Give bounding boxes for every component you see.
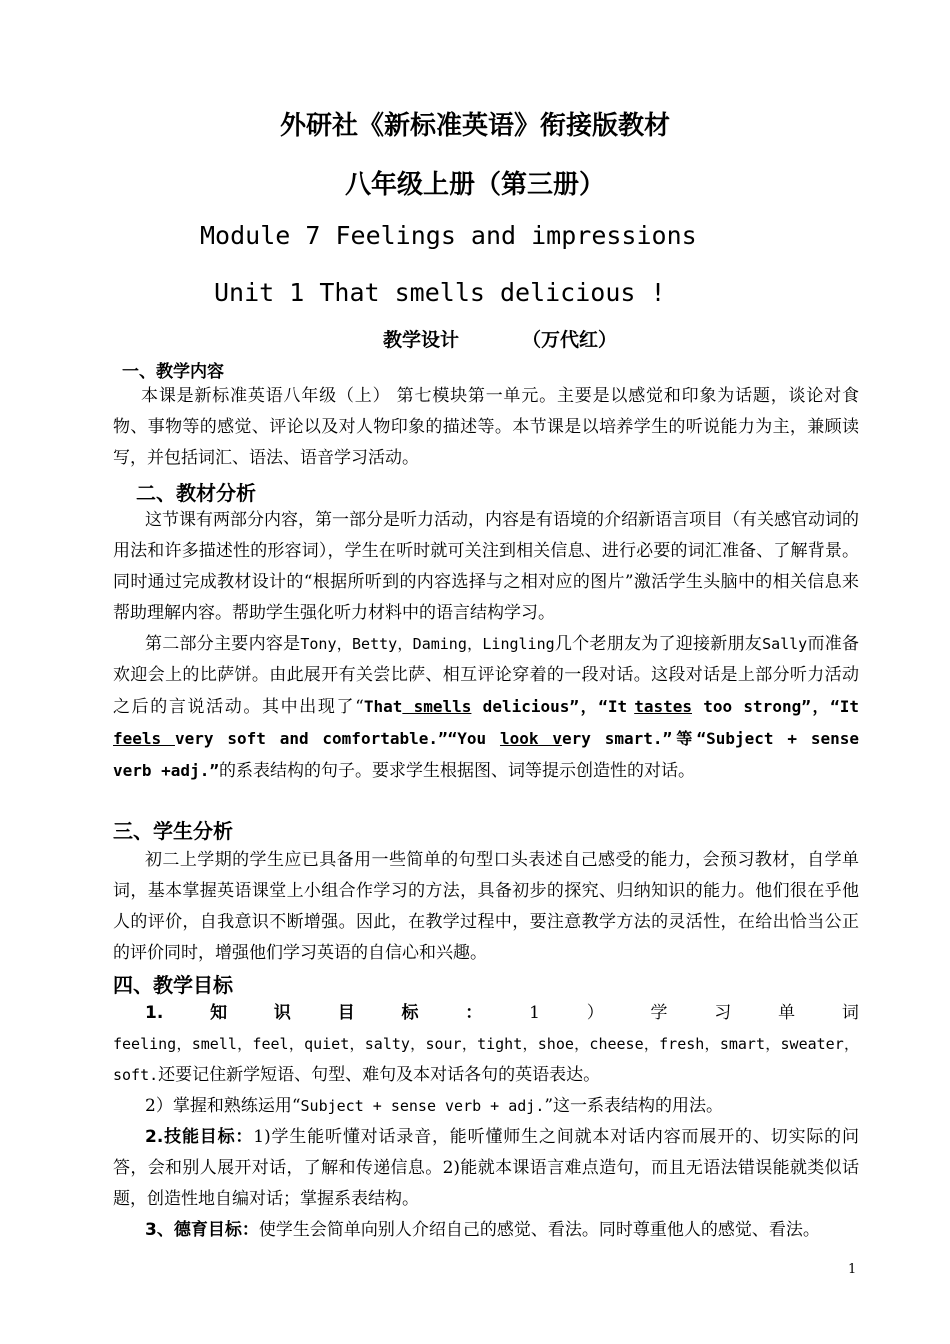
goal1-2-a: 2）掌握和熟练运用“ [145, 1096, 301, 1116]
quote1-underlined: smells [402, 697, 472, 716]
goal1-token: 1 [529, 1003, 540, 1023]
goal1-2-structure: Subject + sense verb + adj. [300, 1097, 545, 1115]
p2-text-d: 的系表结构的句子。要求学生根据图、词等提示创造性的对话。 [218, 761, 695, 781]
quote4-underlined: look v [499, 729, 562, 748]
p2-names: Tony，Betty，Daming，Lingling [300, 635, 555, 653]
goal3-text: 使学生会简单向别人介绍自己的感觉、看法。同时尊重他人的感觉、看法。 [258, 1220, 820, 1240]
section2-paragraph2 [113, 629, 859, 787]
p2-text-c: 而准备欢迎会上的比萨饼。由此展开有关尝比萨、相互评论穿着的一段对话。这段对话是上部分听力活动之后的言说活动。其中出现了“ [113, 634, 860, 717]
doc-title: 外研社《新标准英语》衔接版教材 [279, 111, 670, 141]
quote1-b: delicious”，“It [471, 697, 628, 716]
unit-title: Unit 1 That smells delicious ! [214, 278, 666, 307]
goal3-label: 3、德育目标： [145, 1220, 259, 1240]
author-label: （万代红） [522, 329, 618, 351]
goal1-token: 识 [273, 1003, 291, 1023]
module-title: Module 7 Feelings and impressions [200, 221, 697, 250]
doc-subtitle: 八年级上册（第三册） [344, 170, 605, 200]
goal1-token: 习 [714, 1003, 732, 1023]
section3-paragraph: 初二上学期的学生应已具备用一些简单的句型口头表述自己感受的能力，会预习教材，自学单词，基本掌握英语课堂上小组合作学习的方法，具备初步的探究、归纳知识的能力。他们很在乎他人的评价，自我意识不断增强。因此，在教学过程中，要注意教学方法的灵活性，在给出恰当公正的评价同时，增强他们学习英语的自信心和兴趣。 [113, 850, 859, 963]
quote3-underlined: feels [113, 729, 175, 748]
section2-heading: 二、教材分析 [136, 481, 256, 505]
design-label: 教学设计 [383, 329, 460, 351]
goal1-token: 1. [145, 1003, 164, 1023]
goal1-vocab: feeling，smell，feel，quiet，salty，sour，tight，shoe，cheese，fresh，smart，sweater，soft. [113, 1035, 859, 1084]
goal1-first-line [113, 998, 859, 1029]
quote4-b: ery smart.”等“Subject + sense verb +adj.” [113, 729, 859, 780]
goal1-token: ） [586, 1003, 604, 1023]
p2-text-b: 几个老朋友为了迎接新朋友 [554, 634, 763, 654]
quote3-b: very soft and comfortable.”“You [174, 729, 500, 748]
goal1-point2 [113, 1091, 859, 1122]
p2-sally: Sally [762, 635, 808, 653]
goal2-text: 1)学生能听懂对话录音，能听懂师生之间就本对话内容而展开的、切实际的问答，会和别人展开对话，了解和传递信息。2)能就本课语言难点造句，而且无语法错误能就类似话题，创造性地自编对话；掌握系表结构。 [113, 1127, 859, 1209]
goal1-2-b: ”这一系表结构的用法。 [544, 1096, 724, 1116]
goal1-words-paragraph [113, 1029, 859, 1091]
goal1-token: 词 [841, 1003, 859, 1023]
goal2-label: 2.技能目标： [145, 1127, 254, 1147]
goal1-rest: 还要记住新学短语、句型、难句及本对话各句的英语表达。 [158, 1065, 601, 1085]
goal1-token: 标 [401, 1003, 419, 1023]
p2-text-a: 第二部分主要内容是 [145, 634, 301, 654]
section1-heading: 一、教学内容 [122, 362, 224, 382]
goal3-paragraph [113, 1215, 859, 1246]
section1-paragraph: 本课是新标准英语八年级（上） 第七模块第一单元。主要是以感觉和印象为话题，谈论对食物、事物等的感觉、评论以及对人物印象的描述等。本节课是以培养学生的听说能力为主，兼顾读写，并包括词汇、语法、语音学习活动。 [113, 386, 859, 468]
section3-heading: 三、学生分析 [113, 819, 233, 843]
section2-paragraph1: 这节课有两部分内容，第一部分是听力活动，内容是有语境的介绍新语言项目（有关感官动词的用法和许多描述性的形容词），学生在听时就可关注到相关信息、进行必要的词汇准备、了解背景。同时通过完成教材设计的“根据所听到的内容选择与之相对应的图片”激活学生头脑中的相关信息来帮助理解内容。帮助学生强化听力材料中的语言结构学习。 [113, 510, 859, 623]
page-number: 1 [848, 1262, 857, 1277]
quote2-b: too strong”，“It [692, 697, 859, 716]
quote1-a: That [363, 697, 403, 716]
goal1-token: 单 [778, 1003, 796, 1023]
goal2-paragraph [113, 1122, 859, 1215]
goal1-token: 学 [650, 1003, 668, 1023]
goal1-token: 知 [210, 1003, 228, 1023]
goal1-token: 目 [337, 1003, 355, 1023]
quote2-underlined: tastes [634, 697, 692, 716]
goal1-token: ： [465, 1003, 483, 1023]
section4-heading: 四、教学目标 [113, 973, 233, 997]
